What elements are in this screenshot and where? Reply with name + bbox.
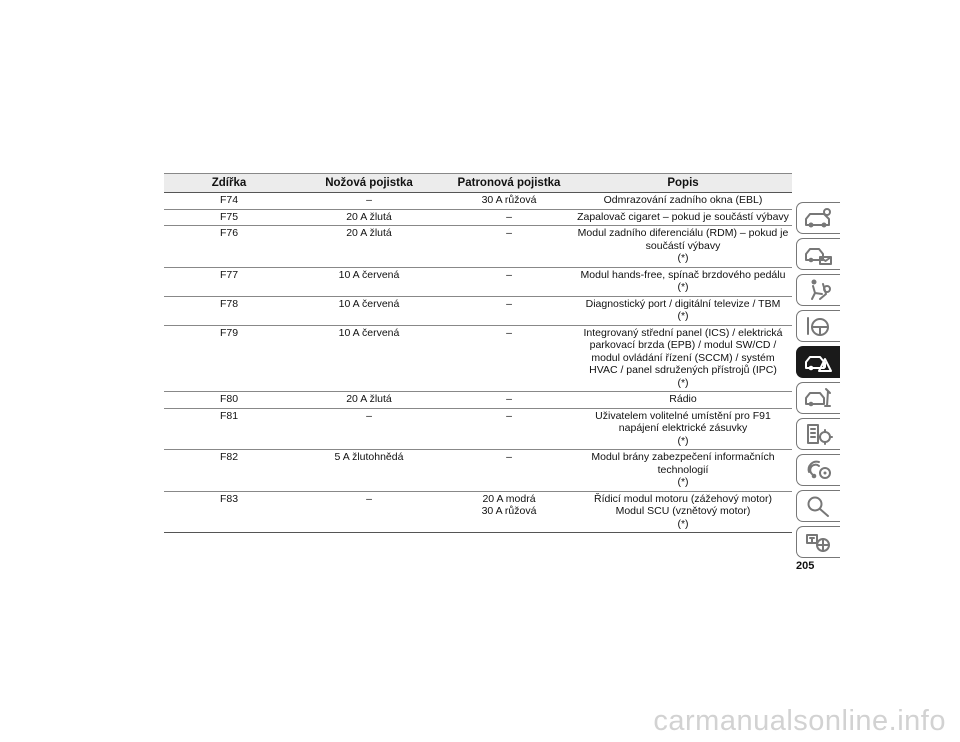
cell-blade-fuse — [294, 296, 444, 325]
cell-cavity: F78 — [164, 296, 294, 325]
cell-line: – — [506, 393, 512, 405]
cell-line: 20 A žlutá — [346, 393, 392, 405]
cell-cartridge-fuse — [444, 193, 574, 210]
cell-description — [574, 209, 792, 226]
cell-line: Modul zadního diferenciálu (RDM) – pokud je — [577, 227, 789, 239]
nav-tab-dashboard[interactable] — [796, 202, 840, 234]
cell-blade-fuse — [294, 491, 444, 533]
cell-blade-fuse — [294, 408, 444, 450]
car-service-icon — [803, 386, 833, 410]
cell-line: HVAC / panel sdružených přístrojů (IPC) — [589, 364, 777, 376]
cell-line: parkovací brzda (EPB) / modul SW/CD / — [589, 339, 777, 351]
cell-cavity: F77 — [164, 267, 294, 296]
cell-description — [574, 267, 792, 296]
cell-cartridge-fuse — [444, 267, 574, 296]
cell-line: 5 A žlutohnědá — [334, 451, 404, 463]
nav-tab-multimedia[interactable] — [796, 454, 840, 486]
cell-line: – — [506, 227, 512, 239]
cell-line: 10 A červená — [338, 268, 400, 281]
cell-line: součástí výbavy — [645, 239, 721, 252]
index-search-icon — [803, 494, 833, 518]
cell-blade-fuse — [294, 325, 444, 392]
cell-line: Zapalovač cigaret – pokud je součástí výbavy — [577, 210, 789, 223]
cell-line: 30 A růžová — [481, 505, 537, 517]
cell-cavity: F79 — [164, 325, 294, 392]
cell-line: Odmrazování zadního okna (EBL) — [603, 194, 763, 206]
cell-line: technologií — [657, 463, 709, 476]
cell-cavity: F76 — [164, 226, 294, 268]
cell-cartridge-fuse — [444, 325, 574, 392]
cell-description — [574, 226, 792, 268]
cell-cavity: F75 — [164, 209, 294, 226]
car-hazard-icon — [803, 350, 833, 374]
specifications-icon — [803, 422, 833, 446]
cell-line: 20 A modrá — [482, 492, 536, 505]
cell-line: (*) — [677, 517, 689, 530]
cell-blade-fuse — [294, 209, 444, 226]
table-row — [164, 296, 792, 325]
cell-line: (*) — [677, 252, 689, 264]
cell-line: – — [506, 297, 512, 310]
car-dashboard-icon — [803, 206, 833, 230]
cell-description — [574, 491, 792, 533]
cell-cartridge-fuse — [444, 296, 574, 325]
airbag-seat-icon — [803, 278, 833, 302]
cell-cartridge-fuse — [444, 450, 574, 492]
nav-tab-service[interactable] — [796, 382, 840, 414]
cell-line: – — [366, 194, 372, 206]
cell-cartridge-fuse — [444, 392, 574, 409]
cell-cartridge-fuse — [444, 226, 574, 268]
cell-line: 30 A růžová — [481, 194, 537, 206]
cell-line: Uživatelem volitelné umístění pro F91 — [595, 409, 771, 422]
cell-description — [574, 450, 792, 492]
cell-blade-fuse — [294, 193, 444, 210]
cell-description — [574, 392, 792, 409]
table-row — [164, 267, 792, 296]
cell-line: Modul brány zabezpečení informačních — [591, 451, 775, 463]
cell-line: napájení elektrické zásuvky — [618, 422, 748, 434]
cell-blade-fuse — [294, 450, 444, 492]
cell-line: 20 A žlutá — [346, 227, 392, 239]
cell-line: Modul hands-free, spínač brzdového pedálu — [580, 268, 786, 281]
watermark: carmanualsonline.info — [653, 705, 946, 737]
languages-icon — [803, 530, 833, 554]
side-chapter-nav — [796, 202, 840, 562]
table-row — [164, 491, 792, 533]
cell-line: – — [506, 210, 512, 223]
cell-cavity: F83 — [164, 491, 294, 533]
multimedia-icon — [803, 458, 833, 482]
cell-line: – — [366, 492, 372, 505]
cell-line: 20 A žlutá — [346, 210, 392, 223]
cell-line: Diagnostický port / digitální televize / TBM — [585, 297, 781, 310]
table-row — [164, 450, 792, 492]
table-header-row — [164, 174, 792, 193]
column-header-cavity: Zdířka — [164, 174, 294, 193]
nav-tab-car-info[interactable] — [796, 238, 840, 270]
cell-cavity: F82 — [164, 450, 294, 492]
table-row — [164, 392, 792, 409]
cell-blade-fuse — [294, 392, 444, 409]
nav-tab-specifications[interactable] — [796, 418, 840, 450]
steering-wheel-icon — [803, 314, 833, 338]
table-row — [164, 209, 792, 226]
car-info-icon — [803, 242, 833, 266]
column-header-cartridge-fuse: Patronová pojistka — [444, 174, 574, 193]
cell-line: 10 A červená — [338, 297, 400, 310]
cell-line: (*) — [677, 376, 689, 389]
cell-line: – — [366, 409, 372, 422]
nav-tab-languages[interactable] — [796, 526, 840, 558]
cell-description — [574, 296, 792, 325]
nav-tab-emergency[interactable] — [796, 346, 840, 378]
cell-cartridge-fuse — [444, 408, 574, 450]
nav-tab-index[interactable] — [796, 490, 840, 522]
cell-line: (*) — [677, 434, 689, 447]
table-row — [164, 325, 792, 392]
cell-line: 10 A červená — [338, 326, 400, 339]
column-header-blade-fuse: Nožová pojistka — [294, 174, 444, 193]
fuse-table — [164, 173, 792, 533]
cell-description — [574, 325, 792, 392]
cell-cavity: F74 — [164, 193, 294, 210]
cell-cartridge-fuse — [444, 209, 574, 226]
column-header-description: Popis — [574, 174, 792, 193]
cell-description — [574, 408, 792, 450]
table-row — [164, 226, 792, 268]
nav-tab-driving[interactable] — [796, 310, 840, 342]
cell-line: – — [506, 451, 512, 463]
cell-line: (*) — [677, 310, 689, 322]
cell-line: Rádio — [669, 393, 697, 405]
table-row — [164, 408, 792, 450]
page-number: 205 — [796, 560, 815, 572]
table-row — [164, 193, 792, 210]
cell-line: Modul SCU (vznětový motor) — [615, 505, 751, 517]
cell-cavity: F81 — [164, 408, 294, 450]
cell-line: Řídicí modul motoru (zážehový motor) — [594, 492, 772, 505]
cell-line: Integrovaný střední panel (ICS) / elektrická — [583, 326, 783, 339]
cell-cavity: F80 — [164, 392, 294, 409]
cell-line: (*) — [677, 281, 689, 293]
cell-blade-fuse — [294, 267, 444, 296]
cell-line: – — [506, 326, 512, 339]
cell-cartridge-fuse — [444, 491, 574, 533]
cell-line: (*) — [677, 476, 689, 488]
cell-line: – — [506, 268, 512, 281]
cell-line: – — [506, 409, 512, 422]
cell-line: modul ovládání řízení (SCCM) / systém — [591, 351, 775, 364]
nav-tab-safety[interactable] — [796, 274, 840, 306]
cell-blade-fuse — [294, 226, 444, 268]
cell-description — [574, 193, 792, 210]
